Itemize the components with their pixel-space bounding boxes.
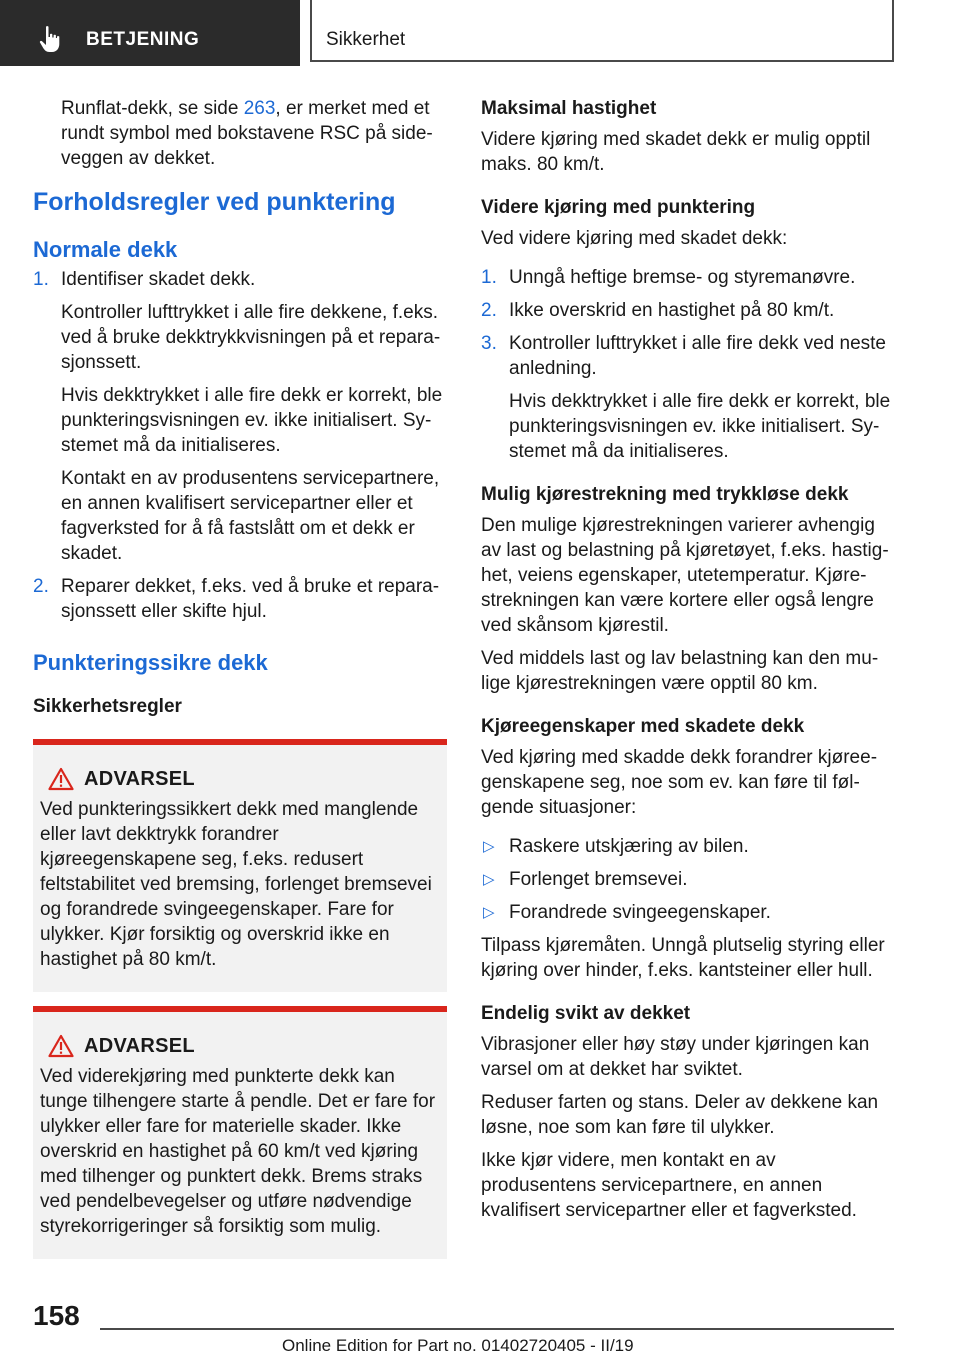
runflat-heading: Punkteringssikre dekk xyxy=(33,650,268,675)
list-item-para: Kontakt en av produsentens servicepartnere, en annen kvalifisert servicepartner eller et fagverksted for å få fastslått om et dekk er skadet. xyxy=(61,468,440,564)
edition-text: Online Edition for Part no. 01402720405 - II/19 xyxy=(282,1336,634,1355)
footer-divider xyxy=(100,1328,894,1330)
list-number: 2. xyxy=(33,576,49,597)
list-item xyxy=(481,265,894,290)
section-label: BETJENING xyxy=(86,29,200,50)
intro-text-end: , er merket med et rundt symbol med bokstavene RSC på sideveggen av dekket. xyxy=(61,98,433,169)
range-text: Den mulige kjørestrekningen varierer avhengig av last og belastning på kjøretøyet, f.eks. hastighet, veiens egenskaper, utetemperatur. Kjørestrekningen kan være kortere eller også lengre ved skånsom kjørestil. xyxy=(481,515,889,636)
safety-rules-heading: Sikkerhetsregler xyxy=(33,696,182,717)
list-item xyxy=(481,298,894,323)
handling-heading: Kjøreegenskaper med skadete dekk xyxy=(481,716,805,737)
list-item-text: Identifiser skadet dekk. xyxy=(61,269,256,290)
bullet-triangle-icon: ▷ xyxy=(483,904,495,921)
warning-header xyxy=(40,1032,439,1060)
page-footer xyxy=(0,1290,960,1362)
warning-triangle-icon xyxy=(48,767,74,791)
failure-text: Vibrasjoner eller høy støy under kjøringen kan varsel om at dekket har sviktet. xyxy=(481,1034,870,1080)
warning-text: Ved viderekjøring med punkterte dekk kan tunge tilhengere starte å pendle. Det er fare for ulykker eller fare for materielle skader. Ikke overskrid en hastighet på 60 km/t ved kjøring med tilhenger og punktert dekk. Brems straks ved pendelbevegelser og utføre nødvendige styrekorrigeringer så forsiktig som mulig. xyxy=(40,1066,436,1237)
list-number: 1. xyxy=(481,267,497,288)
page-link[interactable]: 263 xyxy=(243,98,276,119)
list-item-text: Kontroller lufttrykket i alle fire dekk ved neste anledning. xyxy=(509,333,887,379)
continue-text: Ved videre kjøring med skadet dekk: xyxy=(481,228,788,249)
list-item-text: Raskere utskjæring av bilen. xyxy=(509,836,749,857)
normal-tires-heading: Normale dekk xyxy=(33,237,178,262)
intro-paragraph xyxy=(33,96,447,171)
section-tab xyxy=(0,0,300,66)
list-item-text: Forandrede svingeegenskaper. xyxy=(509,902,771,923)
warning-box xyxy=(33,739,447,992)
range-heading: Mulig kjørestrekning med trykkløse dekk xyxy=(481,484,849,505)
handling-text: Ved kjøring med skadde dekk forandrer kjøreegenskapene seg, noe som ev. kan føre til følgende situasjoner: xyxy=(481,747,878,818)
list-item-para: Kontroller lufttrykket i alle fire dekkene, f.eks. ved å bruke dekktrykkvisningen på et reparasjonssett. xyxy=(61,302,441,373)
intro-text: Runflat-dekk, se side xyxy=(61,98,244,119)
chapter-label: Sikkerhet xyxy=(326,29,406,50)
list-item-text: Forlenget bremsevei. xyxy=(509,869,688,890)
chapter-box xyxy=(310,0,894,62)
list-number: 3. xyxy=(481,333,497,354)
max-speed-heading: Maksimal hastighet xyxy=(481,98,657,119)
max-speed-text: Videre kjøring med skadet dekk er mulig opptil maks. 80 km/t. xyxy=(481,129,871,175)
handling-after-text: Tilpass kjøremåten. Unngå plutselig styring eller kjøring over hinder, f.eks. kantsteiner eller hull. xyxy=(481,935,885,981)
section-heading: Forholdsregler ved punktering xyxy=(33,188,396,216)
list-number: 2. xyxy=(481,300,497,321)
failure-text: Ikke kjør videre, men kontakt en av produsentens servicepartnere, en annen kvalifisert servicepartner eller et fagverksted. xyxy=(481,1150,857,1221)
list-item-para: Hvis dekktrykket i alle fire dekk er korrekt, ble punkteringsvisningen ev. ikke initialisert. Systemet må da initialiseres. xyxy=(509,391,891,462)
failure-text: Reduser farten og stans. Deler av dekkene kan løsne, noe som kan føre til ulykker. xyxy=(481,1092,879,1138)
right-column xyxy=(481,96,894,1223)
list-item xyxy=(481,834,894,859)
page-header xyxy=(0,0,960,66)
list-number: 1. xyxy=(33,269,49,290)
list-item xyxy=(481,331,894,464)
list-item xyxy=(33,574,447,624)
warning-text: Ved punkteringssikkert dekk med manglende eller lavt dekktrykk forandrer kjøreegenskapene seg, f.eks. redusert feltstabilitet ved bremsing, forlenget bremsevei og forandrede svingeegenskaper. Fare for ulykker. Kjør forsiktig og overskrid ikke en hastighet på 80 km/t. xyxy=(40,799,432,970)
list-item xyxy=(33,267,447,566)
left-column xyxy=(33,96,447,1259)
list-item-text: Reparer dekket, f.eks. ved å bruke et reparasjonssett eller skifte hjul. xyxy=(61,576,440,622)
warning-header xyxy=(40,765,439,793)
range-text: Ved middels last og lav belastning kan den mulige kjørestrekningen være opptil 80 km. xyxy=(481,648,879,694)
continue-heading: Videre kjøring med punktering xyxy=(481,197,756,218)
list-item xyxy=(481,900,894,925)
bullet-triangle-icon: ▷ xyxy=(483,838,495,855)
warning-triangle-icon xyxy=(48,1034,74,1058)
list-item xyxy=(481,867,894,892)
warning-title: ADVARSEL xyxy=(84,767,195,790)
list-item-text: Ikke overskrid en hastighet på 80 km/t. xyxy=(509,300,835,321)
list-item-para: Hvis dekktrykket i alle fire dekk er korrekt, ble punkteringsvisningen ev. ikke initialisert. Systemet må da initialiseres. xyxy=(61,385,443,456)
bullet-triangle-icon: ▷ xyxy=(483,871,495,888)
page-number: 158 xyxy=(33,1300,80,1331)
hand-pointer-icon xyxy=(38,25,62,53)
warning-box xyxy=(33,1006,447,1259)
warning-title: ADVARSEL xyxy=(84,1034,195,1057)
failure-heading: Endelig svikt av dekket xyxy=(481,1003,691,1024)
list-item-text: Unngå heftige bremse- og styremanøvre. xyxy=(509,267,856,288)
